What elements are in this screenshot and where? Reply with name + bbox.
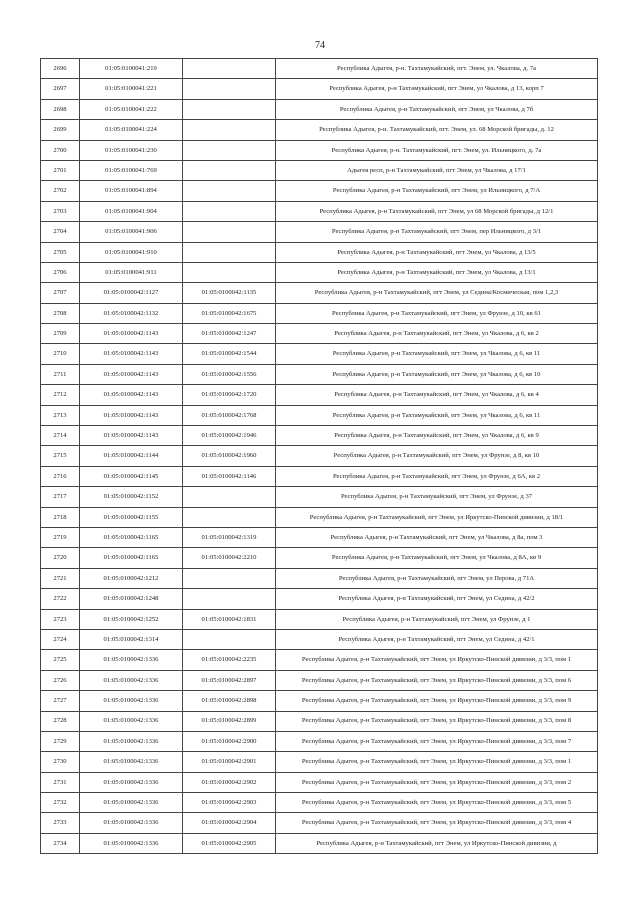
- table-row: [41, 344, 598, 364]
- row-number-cell: 2730: [41, 752, 80, 772]
- table-row: [41, 160, 598, 180]
- address-cell: Республика Адыгея, р-н Тахтамукайский, пгт Энем, ул Седина/Космическая, пом 1,2,3: [276, 283, 598, 303]
- premises-number-cell: 01:05:0100042:2901: [183, 752, 276, 772]
- cadastral-number-cell: 01:05:0100041:911: [80, 262, 183, 282]
- premises-number-cell: [183, 99, 276, 119]
- address-cell: Республика Адыгея, р-н Тахтамукайский, пгт Энем, ул Ильницкого, д 7/А: [276, 181, 598, 201]
- address-cell: Республика Адыгея, р-н Тахтамукайский, пгт Энем, ул Седина, д 42/2: [276, 589, 598, 609]
- premises-number-cell: [183, 589, 276, 609]
- premises-number-cell: 01:05:0100042:1960: [183, 446, 276, 466]
- premises-number-cell: 01:05:0100042:1556: [183, 364, 276, 384]
- premises-number-cell: [183, 201, 276, 221]
- row-number-cell: 2732: [41, 793, 80, 813]
- row-number-cell: 2715: [41, 446, 80, 466]
- address-cell: Республика Адыгея, р-н Тахтамукайский, пгт Энем, ул Фрунзе, д 1: [276, 609, 598, 629]
- address-cell: Республика Адыгея, р-н Тахтамукайский, пгт Энем, ул Фрунзе, д 6А, кв 2: [276, 466, 598, 486]
- cadastral-number-cell: 01:05:0100041:906: [80, 222, 183, 242]
- row-number-cell: 2729: [41, 731, 80, 751]
- table-row: [41, 201, 598, 221]
- address-cell: Республика Адыгея, р-н Тахтамукайский, пгт Энем, ул Иркутско-Пинской дивизии, д 3/3, пом 8: [276, 711, 598, 731]
- premises-number-cell: 01:05:0100042:2899: [183, 711, 276, 731]
- row-number-cell: 2699: [41, 120, 80, 140]
- cadastral-number-cell: 01:05:0100042:1152: [80, 487, 183, 507]
- premises-number-cell: [183, 568, 276, 588]
- address-cell: Республика Адыгея, р-н Тахтамукайский, пгт Энем, ул Иркутско-Пинской дивизии, д 3/3, пом 4: [276, 813, 598, 833]
- cadastral-number-cell: 01:05:0100042:1336: [80, 650, 183, 670]
- address-cell: Республика Адыгея, р-н Тахтамукайский, пгт Энем, ул Фрунзе, д 8, кв 10: [276, 446, 598, 466]
- cadastral-number-cell: 01:05:0100042:1314: [80, 629, 183, 649]
- table-row: [41, 99, 598, 119]
- cadastral-number-cell: 01:05:0100042:1143: [80, 405, 183, 425]
- cadastral-number-cell: 01:05:0100041:221: [80, 79, 183, 99]
- premises-number-cell: [183, 160, 276, 180]
- premises-number-cell: 01:05:0100042:1720: [183, 385, 276, 405]
- table-row: [41, 466, 598, 486]
- table-row: [41, 711, 598, 731]
- address-cell: Республика Адыгея, р-н Тахтамукайский, пгт Энем, ул Седина, д 42/1: [276, 629, 598, 649]
- cadastral-number-cell: 01:05:0100041:222: [80, 99, 183, 119]
- address-cell: Республика Адыгея, р-н Тахтамукайский, пгт Энем, ул Чкалова, д 6, кв 11: [276, 344, 598, 364]
- premises-number-cell: 01:05:0100042:1146: [183, 466, 276, 486]
- row-number-cell: 2708: [41, 303, 80, 323]
- table-row: [41, 79, 598, 99]
- address-cell: Республика Адыгея, р-н. Тахтамукайский, пгт. Энем, ул. Ильницкого, д. 7а: [276, 140, 598, 160]
- premises-number-cell: 01:05:0100042:2210: [183, 548, 276, 568]
- cadastral-number-cell: 01:05:0100041:894: [80, 181, 183, 201]
- row-number-cell: 2723: [41, 609, 80, 629]
- table-row: [41, 242, 598, 262]
- address-cell: Республика Адыгея, р-н Тахтамукайский, пгт Энем, ул Фрунзе, д 37: [276, 487, 598, 507]
- table-row: [41, 487, 598, 507]
- table-row: [41, 589, 598, 609]
- address-cell: Республика Адыгея, р-н Тахтамукайский, пгт Энем, ул Иркутско-Пинской дивизии, д 3/3, пом 6: [276, 670, 598, 690]
- table-row: [41, 262, 598, 282]
- premises-number-cell: 01:05:0100042:1135: [183, 283, 276, 303]
- row-number-cell: 2716: [41, 466, 80, 486]
- premises-number-cell: 01:05:0100042:2902: [183, 772, 276, 792]
- cadastral-number-cell: 01:05:0100042:1143: [80, 344, 183, 364]
- cadastral-number-cell: 01:05:0100042:1252: [80, 609, 183, 629]
- row-number-cell: 2707: [41, 283, 80, 303]
- cadastral-number-cell: 01:05:0100042:1336: [80, 772, 183, 792]
- cadastral-number-cell: 01:05:0100041:219: [80, 59, 183, 79]
- table-row: [41, 385, 598, 405]
- cadastral-number-cell: 01:05:0100042:1127: [80, 283, 183, 303]
- cadastral-number-cell: 01:05:0100042:1212: [80, 568, 183, 588]
- premises-number-cell: 01:05:0100042:2898: [183, 691, 276, 711]
- row-number-cell: 2697: [41, 79, 80, 99]
- address-cell: Республика Адыгея, р-н Тахтамукайский, пгт Энем, ул Иркутско-Пинской дивизии, д 3/3, пом 9: [276, 691, 598, 711]
- address-cell: Республика Адыгея, р-н Тахтамукайский, пгт Энем, ул Иркутско-Пинской дивизии, д 3/3, пом 5: [276, 793, 598, 813]
- premises-number-cell: 01:05:0100042:1319: [183, 527, 276, 547]
- address-cell: Республика Адыгея, р-н Тахтамукайский, пгт Энем, ул 68 Морской бригады, д 12/1: [276, 201, 598, 221]
- address-cell: Республика Адыгея, р-н Тахтамукайский, пгт Энем, ул Чкалова, д 13/1: [276, 262, 598, 282]
- table-row: [41, 752, 598, 772]
- address-cell: Республика Адыгея, р-н Тахтамукайский, пгт Энем, ул Иркутско-Пинской дивизии, д 3/3, пом 2: [276, 772, 598, 792]
- premises-number-cell: 01:05:0100042:2897: [183, 670, 276, 690]
- cadastral-number-cell: 01:05:0100042:1336: [80, 731, 183, 751]
- premises-number-cell: 01:05:0100042:1946: [183, 426, 276, 446]
- row-number-cell: 2713: [41, 405, 80, 425]
- table-row: [41, 793, 598, 813]
- premises-number-cell: 01:05:0100042:1675: [183, 303, 276, 323]
- row-number-cell: 2726: [41, 670, 80, 690]
- table-row: [41, 527, 598, 547]
- premises-number-cell: [183, 487, 276, 507]
- table-row: [41, 405, 598, 425]
- premises-number-cell: 01:05:0100042:1831: [183, 609, 276, 629]
- cadastral-number-cell: 01:05:0100042:1143: [80, 324, 183, 344]
- cadastral-number-cell: 01:05:0100042:1143: [80, 385, 183, 405]
- row-number-cell: 2727: [41, 691, 80, 711]
- row-number-cell: 2705: [41, 242, 80, 262]
- cadastral-number-cell: 01:05:0100041:769: [80, 160, 183, 180]
- premises-number-cell: 01:05:0100042:2900: [183, 731, 276, 751]
- cadastral-number-cell: 01:05:0100041:224: [80, 120, 183, 140]
- row-number-cell: 2718: [41, 507, 80, 527]
- address-cell: Республика Адыгея, р-н Тахтамукайский, пгт Энем, ул Чкалова, д 13, корп 7: [276, 79, 598, 99]
- cadastral-number-cell: 01:05:0100042:1336: [80, 833, 183, 853]
- table-row: [41, 426, 598, 446]
- table-row: [41, 568, 598, 588]
- table-row: [41, 772, 598, 792]
- premises-number-cell: [183, 79, 276, 99]
- premises-number-cell: [183, 222, 276, 242]
- row-number-cell: 2724: [41, 629, 80, 649]
- table-row: [41, 670, 598, 690]
- address-cell: Республика Адыгея, р-н Тахтамукайский, пгт Энем, ул Чкалова, д 13/5: [276, 242, 598, 262]
- row-number-cell: 2725: [41, 650, 80, 670]
- premises-number-cell: 01:05:0100042:2905: [183, 833, 276, 853]
- premises-number-cell: 01:05:0100042:2904: [183, 813, 276, 833]
- address-cell: Республика Адыгея, р-н Тахтамукайский, пгт Энем, ул Чкалова, д 6, кв 10: [276, 364, 598, 384]
- row-number-cell: 2731: [41, 772, 80, 792]
- premises-number-cell: 01:05:0100042:1247: [183, 324, 276, 344]
- cadastral-number-cell: 01:05:0100042:1165: [80, 527, 183, 547]
- premises-number-cell: 01:05:0100042:2903: [183, 793, 276, 813]
- cadastral-number-cell: 01:05:0100042:1336: [80, 691, 183, 711]
- row-number-cell: 2700: [41, 140, 80, 160]
- table-row: [41, 650, 598, 670]
- address-cell: Республика Адыгея, р-н Тахтамукайский, пгт Энем, ул Чкалова, д 8а, пом 3: [276, 527, 598, 547]
- table-row: [41, 283, 598, 303]
- address-cell: Республика Адыгея, р-н Тахтамукайский, пгт Энем, ул Перова, д 71А: [276, 568, 598, 588]
- row-number-cell: 2734: [41, 833, 80, 853]
- table-row: [41, 120, 598, 140]
- row-number-cell: 2696: [41, 59, 80, 79]
- address-cell: Республика Адыгея, р-н Тахтамукайский, пгт Энем, ул Чкалова, д 6, кв 4: [276, 385, 598, 405]
- table-row: [41, 691, 598, 711]
- row-number-cell: 2719: [41, 527, 80, 547]
- address-cell: Республика Адыгея, р-н Тахтамукайский, пгт Энем, ул Чкалова, д 6, кв 11: [276, 405, 598, 425]
- row-number-cell: 2722: [41, 589, 80, 609]
- premises-number-cell: [183, 262, 276, 282]
- table-row: [41, 140, 598, 160]
- row-number-cell: 2710: [41, 344, 80, 364]
- premises-number-cell: 01:05:0100042:2235: [183, 650, 276, 670]
- row-number-cell: 2702: [41, 181, 80, 201]
- premises-number-cell: [183, 120, 276, 140]
- row-number-cell: 2733: [41, 813, 80, 833]
- address-cell: Республика Адыгея, р-н. Тахтамукайский, пгт. Энем, ул. Чкалова, д. 7а: [276, 59, 598, 79]
- cadastral-number-cell: 01:05:0100042:1336: [80, 711, 183, 731]
- address-cell: Адыгея респ, р-н Тахтамукайский, пгт Энем, ул Чкалова, д 17/1: [276, 160, 598, 180]
- cadastral-number-cell: 01:05:0100042:1248: [80, 589, 183, 609]
- table-row: [41, 446, 598, 466]
- premises-number-cell: [183, 181, 276, 201]
- cadastral-number-cell: 01:05:0100042:1336: [80, 813, 183, 833]
- address-cell: Республика Адыгея, р-н Тахтамукайский, пгт Энем, ул Иркутско-Пинской дивизии, д 3/3, пом 1: [276, 650, 598, 670]
- address-cell: Республика Адыгея, р-н Тахтамукайский, пгт Энем, пер Ильницкого, д 3/1: [276, 222, 598, 242]
- table-row: [41, 59, 598, 79]
- address-cell: Республика Адыгея, р-н Тахтамукайский, пгт Энем, ул Иркутско-Пинской дивизии, д 18/1: [276, 507, 598, 527]
- row-number-cell: 2711: [41, 364, 80, 384]
- address-cell: Республика Адыгея, р-н Тахтамукайский, пгт Энем, ул Иркутско-Пинской дивизии, д 3/3, пом 1: [276, 752, 598, 772]
- row-number-cell: 2720: [41, 548, 80, 568]
- premises-number-cell: 01:05:0100042:1544: [183, 344, 276, 364]
- row-number-cell: 2714: [41, 426, 80, 446]
- address-cell: Республика Адыгея, р-н Тахтамукайский, пгт Энем, ул Иркутско-Пинской дивизии, д: [276, 833, 598, 853]
- cadastral-number-cell: 01:05:0100042:1336: [80, 670, 183, 690]
- cadastral-number-cell: 01:05:0100041:904: [80, 201, 183, 221]
- cadastral-number-cell: 01:05:0100042:1165: [80, 548, 183, 568]
- address-cell: Республика Адыгея, р-н Тахтамукайский, пгт Энем, ул Фрунзе, д 10, кв 61: [276, 303, 598, 323]
- registry-table: [40, 58, 598, 854]
- premises-number-cell: [183, 59, 276, 79]
- table-body: [41, 59, 598, 854]
- table-row: [41, 303, 598, 323]
- cadastral-number-cell: 01:05:0100042:1336: [80, 752, 183, 772]
- table-row: [41, 813, 598, 833]
- table-row: [41, 507, 598, 527]
- cadastral-number-cell: 01:05:0100042:1132: [80, 303, 183, 323]
- cadastral-number-cell: 01:05:0100042:1145: [80, 466, 183, 486]
- row-number-cell: 2728: [41, 711, 80, 731]
- premises-number-cell: [183, 629, 276, 649]
- table-row: [41, 629, 598, 649]
- address-cell: Республика Адыгея, р-н Тахтамукайский, пгт Энем, ул Чкалова, д 8А, кв 9: [276, 548, 598, 568]
- cadastral-number-cell: 01:05:0100042:1336: [80, 793, 183, 813]
- premises-number-cell: [183, 242, 276, 262]
- row-number-cell: 2703: [41, 201, 80, 221]
- row-number-cell: 2698: [41, 99, 80, 119]
- row-number-cell: 2706: [41, 262, 80, 282]
- row-number-cell: 2721: [41, 568, 80, 588]
- address-cell: Республика Адыгея, р-н Тахтамукайский, пгт Энем, ул Чкалова, д 6, кв 2: [276, 324, 598, 344]
- cadastral-number-cell: 01:05:0100042:1144: [80, 446, 183, 466]
- table-row: [41, 548, 598, 568]
- table-row: [41, 731, 598, 751]
- cadastral-number-cell: 01:05:0100041:910: [80, 242, 183, 262]
- row-number-cell: 2709: [41, 324, 80, 344]
- row-number-cell: 2701: [41, 160, 80, 180]
- cadastral-number-cell: 01:05:0100041:230: [80, 140, 183, 160]
- address-cell: Республика Адыгея, р-н Тахтамукайский, пгт Энем, ул Чкалова, д 7б: [276, 99, 598, 119]
- table-row: [41, 222, 598, 242]
- premises-number-cell: [183, 507, 276, 527]
- table-row: [41, 181, 598, 201]
- table-row: [41, 609, 598, 629]
- premises-number-cell: [183, 140, 276, 160]
- table-row: [41, 364, 598, 384]
- cadastral-number-cell: 01:05:0100042:1143: [80, 364, 183, 384]
- row-number-cell: 2704: [41, 222, 80, 242]
- row-number-cell: 2712: [41, 385, 80, 405]
- table-row: [41, 833, 598, 853]
- page-number: 74: [315, 40, 325, 51]
- address-cell: Республика Адыгея, р-н Тахтамукайский, пгт Энем, ул Иркутско-Пинской дивизии, д 3/3, пом 7: [276, 731, 598, 751]
- row-number-cell: 2717: [41, 487, 80, 507]
- address-cell: Республика Адыгея, р-н. Тахтамукайский, пгт. Энем, ул. 68 Морской бригады, д. 12: [276, 120, 598, 140]
- cadastral-number-cell: 01:05:0100042:1155: [80, 507, 183, 527]
- cadastral-number-cell: 01:05:0100042:1143: [80, 426, 183, 446]
- premises-number-cell: 01:05:0100042:1768: [183, 405, 276, 425]
- address-cell: Республика Адыгея, р-н Тахтамукайский, пгт Энем, ул Чкалова, д 6, кв 9: [276, 426, 598, 446]
- table-row: [41, 324, 598, 344]
